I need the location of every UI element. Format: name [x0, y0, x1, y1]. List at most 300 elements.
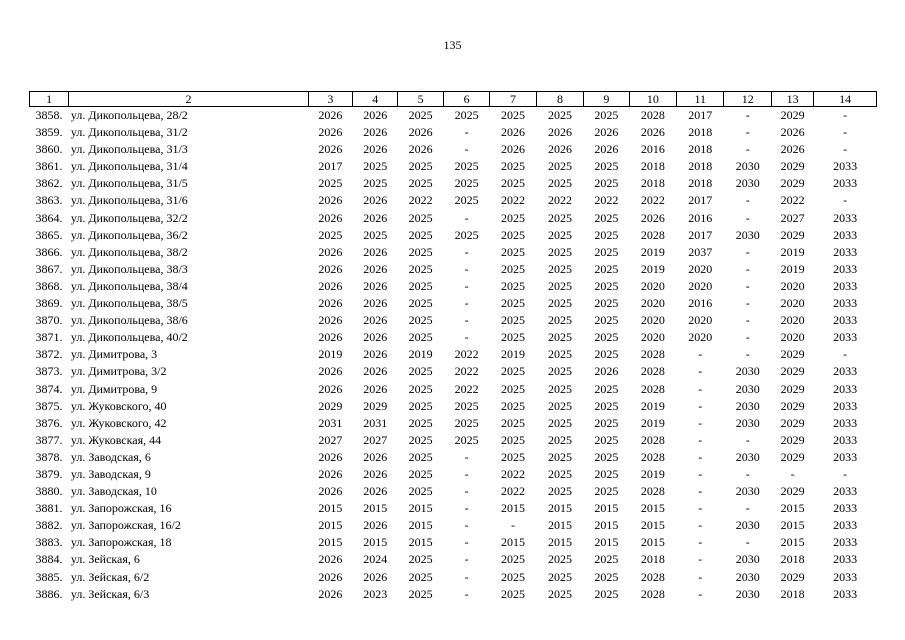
- year-cell-col-10: 2028: [640, 569, 665, 584]
- year-cell-col-8: 2025: [547, 432, 572, 447]
- year-cell-col-12: -: [745, 501, 750, 516]
- year-cell-col-14: 2033: [833, 586, 858, 601]
- year-cell-col-5: 2015: [408, 518, 433, 533]
- year-cell-col-5: 2025: [408, 227, 433, 242]
- year-cell-col-7: 2025: [501, 432, 526, 447]
- year-cell-col-7: 2025: [501, 330, 526, 345]
- year-cell-col-6: -: [464, 484, 469, 499]
- year-cell-col-10: 2019: [640, 244, 665, 259]
- year-cell-col-4: 2026: [363, 244, 388, 259]
- row-number: 3871.: [35, 330, 63, 345]
- year-cell-col-4: 2026: [363, 330, 388, 345]
- year-cell-col-11: -: [698, 364, 703, 379]
- row-number: 3884.: [35, 552, 63, 567]
- year-cell-col-14: 2033: [833, 398, 858, 413]
- address-cell: ул. Заводская, 6: [70, 449, 151, 464]
- year-cell-col-4: 2026: [363, 381, 388, 396]
- column-header-4: 4: [353, 92, 398, 107]
- year-cell-col-4: 2027: [363, 432, 388, 447]
- year-cell-col-8: 2015: [547, 501, 572, 516]
- year-cell-col-9: 2015: [594, 518, 619, 533]
- year-cell-col-5: 2025: [408, 552, 433, 567]
- year-cell-col-3: 2026: [318, 210, 343, 225]
- year-cell-col-11: 2017: [688, 193, 713, 208]
- year-cell-col-12: 2030: [735, 449, 760, 464]
- row-number: 3882.: [35, 518, 63, 533]
- year-cell-col-14: 2033: [833, 501, 858, 516]
- address-cell: ул. Дикопольцева, 38/6: [70, 313, 188, 328]
- year-cell-col-3: 2025: [318, 176, 343, 191]
- table-body: [30, 107, 877, 603]
- year-cell-col-10: 2019: [640, 261, 665, 276]
- year-cell-col-11: 2020: [688, 330, 713, 345]
- year-cell-col-11: 2017: [688, 227, 713, 242]
- row-number: 3881.: [35, 501, 63, 516]
- address-cell: ул. Запорожская, 16/2: [70, 518, 181, 533]
- year-cell-col-9: 2025: [594, 432, 619, 447]
- year-cell-col-9: 2025: [594, 227, 619, 242]
- table-row: [30, 534, 877, 551]
- address-cell: ул. Дикопольцева, 32/2: [70, 210, 188, 225]
- year-cell-col-6: 2025: [454, 398, 479, 413]
- header-row: [30, 92, 877, 107]
- year-cell-col-12: -: [745, 142, 750, 157]
- year-cell-col-3: 2026: [318, 466, 343, 481]
- year-cell-col-11: 2037: [688, 244, 713, 259]
- year-cell-col-14: 2033: [833, 364, 858, 379]
- year-cell-col-7: 2025: [501, 569, 526, 584]
- year-cell-col-4: 2026: [363, 210, 388, 225]
- year-cell-col-7: 2025: [501, 159, 526, 174]
- year-cell-col-10: 2019: [640, 398, 665, 413]
- year-cell-col-6: -: [464, 142, 469, 157]
- year-cell-col-4: 2029: [363, 398, 388, 413]
- year-cell-col-8: 2025: [547, 244, 572, 259]
- table-row: [30, 381, 877, 398]
- year-cell-col-6: -: [464, 244, 469, 259]
- year-cell-col-5: 2026: [408, 142, 433, 157]
- year-cell-col-7: 2025: [501, 381, 526, 396]
- year-cell-col-11: 2018: [688, 176, 713, 191]
- year-cell-col-7: 2015: [501, 501, 526, 516]
- year-cell-col-13: 2029: [780, 159, 805, 174]
- year-cell-col-3: 2017: [318, 159, 343, 174]
- year-cell-col-5: 2025: [408, 108, 433, 122]
- table-row: [30, 569, 877, 586]
- year-cell-col-7: 2025: [501, 449, 526, 464]
- year-cell-col-9: 2022: [594, 193, 619, 208]
- year-cell-col-10: 2020: [640, 296, 665, 311]
- year-cell-col-8: 2025: [547, 296, 572, 311]
- year-cell-col-7: 2025: [501, 586, 526, 601]
- year-cell-col-10: 2015: [640, 518, 665, 533]
- year-cell-col-8: 2025: [547, 364, 572, 379]
- table-row: [30, 517, 877, 534]
- year-cell-col-13: 2026: [780, 142, 805, 157]
- column-header-2: 2: [69, 92, 308, 107]
- year-cell-col-6: -: [464, 261, 469, 276]
- year-cell-col-4: 2015: [363, 501, 388, 516]
- year-cell-col-4: 2026: [363, 364, 388, 379]
- column-header-9: 9: [584, 92, 629, 107]
- table-row: [30, 175, 877, 192]
- row-number: 3866.: [35, 244, 63, 259]
- year-cell-col-6: 2025: [454, 227, 479, 242]
- year-cell-col-3: 2026: [318, 313, 343, 328]
- year-cell-col-11: -: [698, 432, 703, 447]
- year-cell-col-9: 2025: [594, 108, 619, 122]
- year-cell-col-13: 2020: [780, 330, 805, 345]
- year-cell-col-11: -: [698, 586, 703, 601]
- year-cell-col-7: 2022: [501, 484, 526, 499]
- year-cell-col-4: 2026: [363, 484, 388, 499]
- year-cell-col-4: 2025: [363, 227, 388, 242]
- year-cell-col-12: -: [745, 261, 750, 276]
- year-cell-col-12: 2030: [735, 364, 760, 379]
- year-cell-col-10: 2015: [640, 535, 665, 550]
- year-cell-col-14: -: [843, 108, 848, 122]
- year-cell-col-6: -: [464, 210, 469, 225]
- year-cell-col-7: 2025: [501, 108, 526, 122]
- year-cell-col-7: 2022: [501, 466, 526, 481]
- year-cell-col-5: 2015: [408, 501, 433, 516]
- year-cell-col-14: 2033: [833, 210, 858, 225]
- year-cell-col-8: 2025: [547, 313, 572, 328]
- address-cell: ул. Заводская, 10: [70, 484, 157, 499]
- address-cell: ул. Дикопольцева, 38/5: [70, 296, 188, 311]
- year-cell-col-5: 2025: [408, 278, 433, 293]
- year-cell-col-14: 2033: [833, 484, 858, 499]
- year-cell-col-6: 2025: [454, 159, 479, 174]
- year-cell-col-12: -: [745, 432, 750, 447]
- year-cell-col-9: 2026: [594, 364, 619, 379]
- year-cell-col-6: 2025: [454, 108, 479, 122]
- year-cell-col-4: 2026: [363, 296, 388, 311]
- year-cell-col-12: 2030: [735, 484, 760, 499]
- year-cell-col-7: 2026: [501, 142, 526, 157]
- year-cell-col-3: 2026: [318, 278, 343, 293]
- column-header-6: 6: [443, 92, 489, 107]
- year-cell-col-3: 2019: [318, 347, 343, 362]
- year-cell-col-4: 2023: [363, 586, 388, 601]
- year-cell-col-12: 2030: [735, 552, 760, 567]
- column-header-10: 10: [629, 92, 676, 107]
- table-row: [30, 449, 877, 466]
- year-cell-col-9: 2025: [594, 449, 619, 464]
- year-cell-col-12: -: [745, 330, 750, 345]
- year-cell-col-10: 2020: [640, 313, 665, 328]
- year-cell-col-8: 2025: [547, 415, 572, 430]
- year-cell-col-9: 2026: [594, 142, 619, 157]
- year-cell-col-11: 2020: [688, 313, 713, 328]
- year-cell-col-13: 2029: [780, 398, 805, 413]
- data-table: [29, 91, 877, 603]
- year-cell-col-8: 2025: [547, 569, 572, 584]
- year-cell-col-5: 2025: [408, 381, 433, 396]
- year-cell-col-12: -: [745, 125, 750, 140]
- year-cell-col-7: 2025: [501, 364, 526, 379]
- row-number: 3863.: [35, 193, 63, 208]
- year-cell-col-10: 2028: [640, 586, 665, 601]
- year-cell-col-4: 2026: [363, 125, 388, 140]
- year-cell-col-5: 2025: [408, 398, 433, 413]
- year-cell-col-12: -: [745, 535, 750, 550]
- year-cell-col-6: -: [464, 518, 469, 533]
- address-cell: ул. Дикопольцева, 38/4: [70, 278, 188, 293]
- year-cell-col-7: 2025: [501, 415, 526, 430]
- year-cell-col-14: 2033: [833, 227, 858, 242]
- year-cell-col-8: 2025: [547, 159, 572, 174]
- table-row: [30, 192, 877, 209]
- year-cell-col-13: 2019: [780, 261, 805, 276]
- year-cell-col-11: 2016: [688, 210, 713, 225]
- year-cell-col-5: 2025: [408, 176, 433, 191]
- year-cell-col-14: -: [843, 347, 848, 362]
- address-cell: ул. Запорожская, 16: [70, 501, 172, 516]
- year-cell-col-6: -: [464, 501, 469, 516]
- year-cell-col-4: 2026: [363, 261, 388, 276]
- year-cell-col-6: 2025: [454, 415, 479, 430]
- year-cell-col-11: -: [698, 347, 703, 362]
- year-cell-col-11: 2017: [688, 108, 713, 122]
- year-cell-col-11: 2020: [688, 278, 713, 293]
- year-cell-col-9: 2025: [594, 330, 619, 345]
- year-cell-col-9: 2025: [594, 244, 619, 259]
- address-cell: ул. Дикопольцева, 31/3: [70, 142, 188, 157]
- year-cell-col-8: 2025: [547, 347, 572, 362]
- year-cell-col-11: 2018: [688, 125, 713, 140]
- year-cell-col-12: -: [745, 296, 750, 311]
- year-cell-col-5: 2025: [408, 244, 433, 259]
- year-cell-col-5: 2025: [408, 261, 433, 276]
- column-header-11: 11: [677, 92, 724, 107]
- table-row: [30, 312, 877, 329]
- year-cell-col-13: 2029: [780, 227, 805, 242]
- year-cell-col-13: 2029: [780, 176, 805, 191]
- row-number: 3872.: [35, 347, 63, 362]
- year-cell-col-10: 2028: [640, 108, 665, 122]
- year-cell-col-8: 2026: [547, 142, 572, 157]
- table-row: [30, 398, 877, 415]
- year-cell-col-9: 2015: [594, 535, 619, 550]
- year-cell-col-3: 2026: [318, 296, 343, 311]
- year-cell-col-13: 2029: [780, 569, 805, 584]
- address-cell: ул. Заводская, 9: [70, 466, 151, 481]
- year-cell-col-9: 2025: [594, 296, 619, 311]
- year-cell-col-6: -: [464, 330, 469, 345]
- year-cell-col-5: 2025: [408, 432, 433, 447]
- year-cell-col-3: 2026: [318, 552, 343, 567]
- year-cell-col-11: -: [698, 415, 703, 430]
- year-cell-col-8: 2025: [547, 227, 572, 242]
- year-cell-col-5: 2015: [408, 535, 433, 550]
- year-cell-col-3: 2026: [318, 125, 343, 140]
- year-cell-col-11: -: [698, 569, 703, 584]
- year-cell-col-4: 2026: [363, 569, 388, 584]
- table-row: [30, 346, 877, 363]
- year-cell-col-13: 2015: [780, 501, 805, 516]
- year-cell-col-6: 2022: [454, 347, 479, 362]
- year-cell-col-9: 2025: [594, 313, 619, 328]
- column-header-14: 14: [814, 92, 877, 107]
- year-cell-col-14: 2033: [833, 381, 858, 396]
- address-cell: ул. Дикопольцева, 40/2: [70, 330, 188, 345]
- year-cell-col-4: 2026: [363, 518, 388, 533]
- table-row: [30, 500, 877, 517]
- year-cell-col-4: 2025: [363, 159, 388, 174]
- row-number: 3877.: [35, 432, 63, 447]
- year-cell-col-13: 2020: [780, 278, 805, 293]
- year-cell-col-9: 2025: [594, 586, 619, 601]
- year-cell-col-13: 2029: [780, 449, 805, 464]
- row-number: 3886.: [35, 586, 63, 601]
- year-cell-col-3: 2015: [318, 501, 343, 516]
- address-cell: ул. Димитрова, 9: [70, 381, 158, 396]
- table-row: [30, 244, 877, 261]
- year-cell-col-7: 2015: [501, 535, 526, 550]
- year-cell-col-10: 2019: [640, 466, 665, 481]
- row-number: 3883.: [35, 535, 63, 550]
- address-cell: ул. Дикопольцева, 31/2: [70, 125, 188, 140]
- year-cell-col-3: 2027: [318, 432, 343, 447]
- year-cell-col-13: 2029: [780, 364, 805, 379]
- year-cell-col-11: -: [698, 398, 703, 413]
- year-cell-col-11: -: [698, 552, 703, 567]
- year-cell-col-5: 2025: [408, 569, 433, 584]
- year-cell-col-3: 2026: [318, 381, 343, 396]
- year-cell-col-11: -: [698, 501, 703, 516]
- year-cell-col-10: 2028: [640, 484, 665, 499]
- year-cell-col-12: -: [745, 466, 750, 481]
- address-cell: ул. Дикопольцева, 31/4: [70, 159, 188, 174]
- year-cell-col-14: 2033: [833, 415, 858, 430]
- year-cell-col-11: -: [698, 449, 703, 464]
- year-cell-col-4: 2026: [363, 466, 388, 481]
- year-cell-col-5: 2025: [408, 484, 433, 499]
- address-cell: ул. Димитрова, 3/2: [70, 364, 167, 379]
- row-number: 3876.: [35, 415, 63, 430]
- year-cell-col-12: -: [745, 313, 750, 328]
- year-cell-col-13: 2026: [780, 125, 805, 140]
- table-row: [30, 466, 877, 483]
- year-cell-col-11: 2018: [688, 159, 713, 174]
- year-cell-col-4: 2025: [363, 176, 388, 191]
- year-cell-col-12: -: [745, 108, 750, 122]
- row-number: 3858.: [35, 108, 63, 122]
- year-cell-col-5: 2025: [408, 466, 433, 481]
- year-cell-col-12: 2030: [735, 569, 760, 584]
- year-cell-col-13: 2019: [780, 244, 805, 259]
- year-cell-col-13: 2029: [780, 381, 805, 396]
- year-cell-col-10: 2020: [640, 330, 665, 345]
- year-cell-col-9: 2025: [594, 415, 619, 430]
- year-cell-col-6: 2022: [454, 381, 479, 396]
- address-cell: ул. Запорожская, 18: [70, 535, 172, 550]
- row-number: 3865.: [35, 227, 63, 242]
- year-cell-col-13: 2029: [780, 415, 805, 430]
- year-cell-col-13: 2020: [780, 296, 805, 311]
- year-cell-col-10: 2028: [640, 432, 665, 447]
- year-cell-col-13: 2027: [780, 210, 805, 225]
- year-cell-col-10: 2016: [640, 142, 665, 157]
- row-number: 3874.: [35, 381, 63, 396]
- year-cell-col-7: 2025: [501, 227, 526, 242]
- address-cell: ул. Дикопольцева, 31/5: [70, 176, 188, 191]
- row-number: 3864.: [35, 210, 63, 225]
- year-cell-col-10: 2026: [640, 210, 665, 225]
- year-cell-col-8: 2025: [547, 210, 572, 225]
- year-cell-col-5: 2025: [408, 364, 433, 379]
- year-cell-col-8: 2025: [547, 381, 572, 396]
- year-cell-col-3: 2026: [318, 193, 343, 208]
- year-cell-col-3: 2025: [318, 227, 343, 242]
- year-cell-col-4: 2026: [363, 347, 388, 362]
- year-cell-col-14: 2033: [833, 176, 858, 191]
- year-cell-col-9: 2025: [594, 278, 619, 293]
- table-row: [30, 415, 877, 432]
- year-cell-col-3: 2026: [318, 142, 343, 157]
- year-cell-col-5: 2026: [408, 125, 433, 140]
- year-cell-col-14: 2033: [833, 569, 858, 584]
- year-cell-col-13: 2029: [780, 347, 805, 362]
- year-cell-col-5: 2025: [408, 313, 433, 328]
- year-cell-col-12: 2030: [735, 159, 760, 174]
- year-cell-col-12: 2030: [735, 227, 760, 242]
- year-cell-col-9: 2025: [594, 569, 619, 584]
- year-cell-col-6: 2025: [454, 193, 479, 208]
- year-cell-col-5: 2025: [408, 415, 433, 430]
- year-cell-col-14: 2033: [833, 261, 858, 276]
- year-cell-col-12: 2030: [735, 176, 760, 191]
- year-cell-col-14: 2033: [833, 330, 858, 345]
- row-number: 3860.: [35, 142, 63, 157]
- year-cell-col-10: 2018: [640, 159, 665, 174]
- year-cell-col-4: 2015: [363, 535, 388, 550]
- year-cell-col-5: 2019: [408, 347, 433, 362]
- year-cell-col-8: 2025: [547, 278, 572, 293]
- year-cell-col-7: 2025: [501, 176, 526, 191]
- row-number: 3868.: [35, 278, 63, 293]
- row-number: 3873.: [35, 364, 63, 379]
- year-cell-col-9: 2025: [594, 381, 619, 396]
- year-cell-col-4: 2031: [363, 415, 388, 430]
- year-cell-col-7: 2019: [501, 347, 526, 362]
- year-cell-col-9: 2025: [594, 552, 619, 567]
- address-cell: ул. Дикопольцева, 31/6: [70, 193, 188, 208]
- year-cell-col-6: 2025: [454, 176, 479, 191]
- year-cell-col-3: 2026: [318, 484, 343, 499]
- year-cell-col-5: 2022: [408, 193, 433, 208]
- year-cell-col-12: 2030: [735, 398, 760, 413]
- year-cell-col-13: 2015: [780, 535, 805, 550]
- year-cell-col-7: 2025: [501, 261, 526, 276]
- year-cell-col-10: 2022: [640, 193, 665, 208]
- year-cell-col-13: 2029: [780, 484, 805, 499]
- year-cell-col-4: 2026: [363, 193, 388, 208]
- year-cell-col-8: 2026: [547, 125, 572, 140]
- row-number: 3875.: [35, 398, 63, 413]
- year-cell-col-6: -: [464, 449, 469, 464]
- year-cell-col-9: 2015: [594, 501, 619, 516]
- year-cell-col-10: 2028: [640, 381, 665, 396]
- year-cell-col-7: 2025: [501, 313, 526, 328]
- year-cell-col-11: -: [698, 466, 703, 481]
- year-cell-col-8: 2025: [547, 484, 572, 499]
- column-header-1: 1: [30, 92, 69, 107]
- column-header-5: 5: [398, 92, 443, 107]
- year-cell-col-14: -: [843, 142, 848, 157]
- year-cell-col-6: -: [464, 296, 469, 311]
